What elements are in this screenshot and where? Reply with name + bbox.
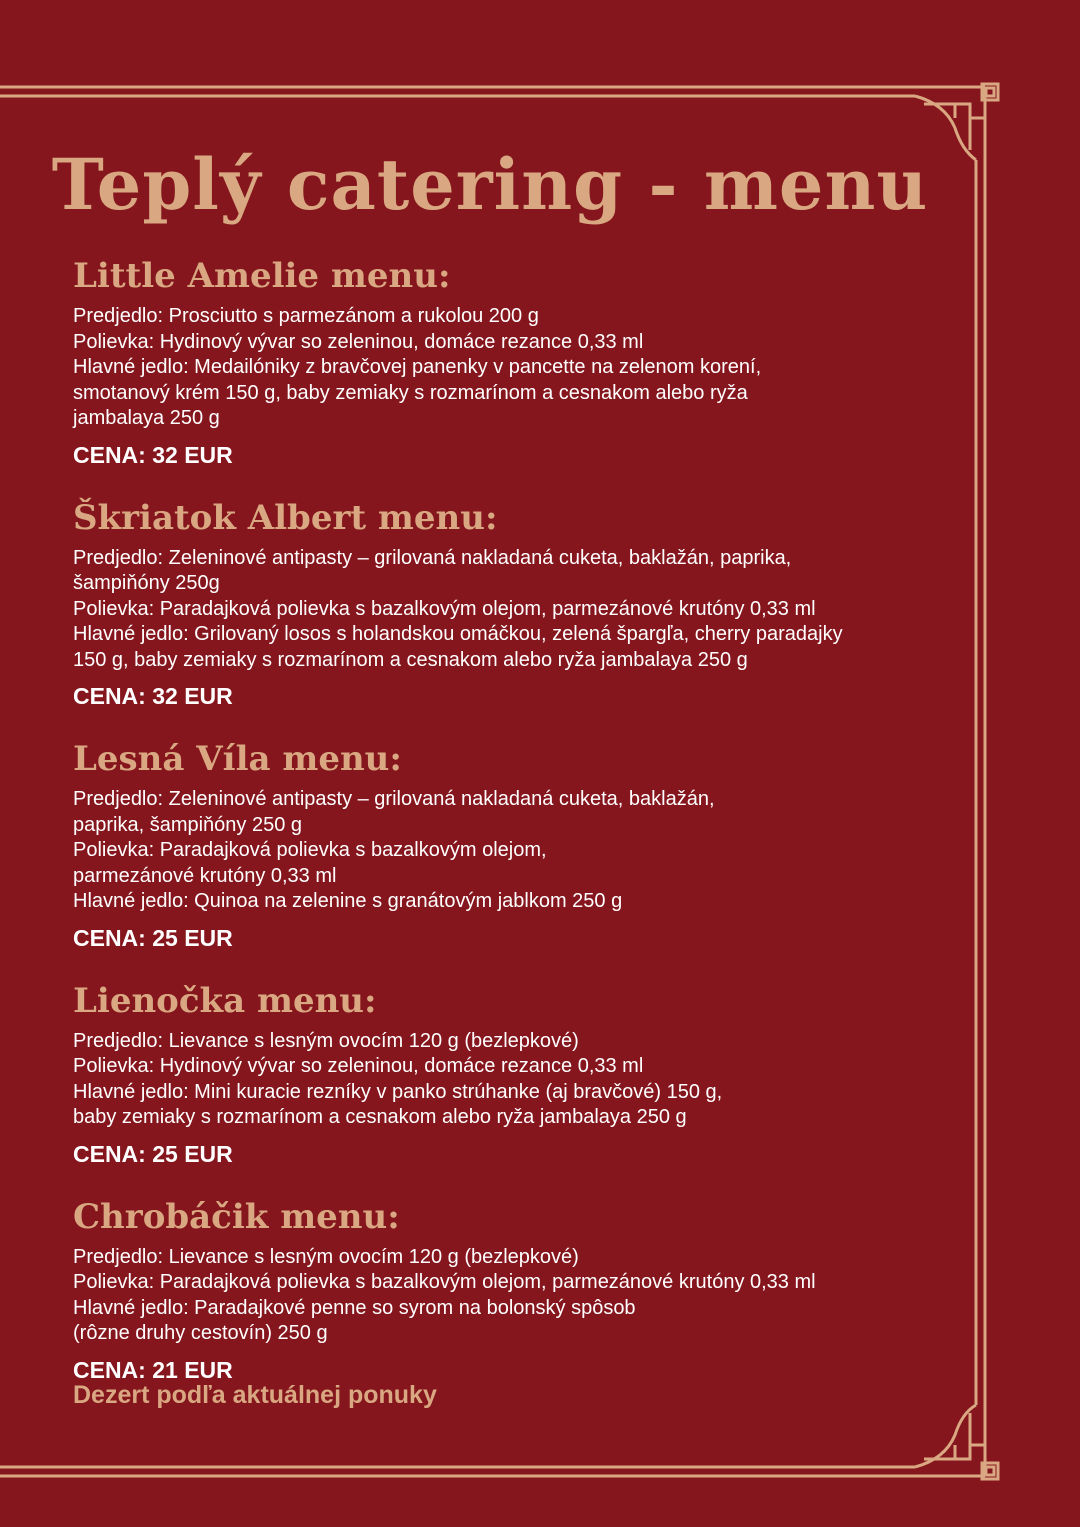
menu-name: Chrobáčik menu: xyxy=(73,1196,400,1237)
menu-section-little-amelie xyxy=(73,254,953,470)
menu-name: Lesná Víla menu: xyxy=(73,739,402,779)
menu-line: Predjedlo: Prosciutto s parmezánom a rukolou 200 g xyxy=(73,305,539,327)
menu-line: jambalaya 250 g xyxy=(73,407,220,429)
dessert-note: Dezert podľa aktuálnej ponuky xyxy=(73,1381,437,1409)
menu-line: Hlavné jedlo: Quinoa na zelenine s granátovým jablkom 250 g xyxy=(73,890,623,912)
menu-line: paprika, šampiňóny 250 g xyxy=(73,813,303,836)
menu-line: šampiňóny 250g xyxy=(73,572,220,594)
menu-price: CENA: 25 EUR xyxy=(73,924,233,951)
menu-line: parmezánové krutóny 0,33 ml xyxy=(73,864,337,887)
menu-name: Škriatok Albert menu: xyxy=(73,497,498,538)
menu-line: baby zemiaky s rozmarínom a cesnakom alebo ryža jambalaya 250 g xyxy=(73,1106,687,1128)
menu-line: Hlavné jedlo: Mini kuracie rezníky v panko strúhanke (aj bravčové) 150 g, xyxy=(73,1080,723,1103)
menu-price: CENA: 25 EUR xyxy=(73,1140,233,1167)
menu-line: (rôzne druhy cestovín) 250 g xyxy=(73,1322,328,1344)
menu-line: 150 g, baby zemiaky s rozmarínom a cesnakom alebo ryža jambalaya 250 g xyxy=(73,648,748,671)
menu-line: Predjedlo: Zeleninové antipasty – grilovaná nakladaná cuketa, baklažán, paprika, xyxy=(73,546,792,569)
menu-line: Predjedlo: Zeleninové antipasty – grilovaná nakladaná cuketa, baklažán, xyxy=(73,788,715,810)
menu-line: Hlavné jedlo: Grilovaný losos s holandskou omáčkou, zelená špargľa, cherry paradajky xyxy=(73,623,843,645)
menu-line: Polievka: Paradajková polievka s bazalkovým olejom, xyxy=(73,839,547,861)
menu-sections xyxy=(73,254,953,1411)
menu-line: Hlavné jedlo: Paradajkové penne so syrom na bolonský spôsob xyxy=(73,1296,636,1319)
menu-line: Predjedlo: Lievance s lesným ovocím 120 g (bezlepkové) xyxy=(73,1245,579,1268)
menu-section-skriatok-albert xyxy=(73,496,953,712)
menu-line: Polievka: Paradajková polievka s bazalkovým olejom, parmezánové krutóny 0,33 ml xyxy=(73,1271,816,1293)
menu-line: Hlavné jedlo: Medailóniky z bravčovej panenky v pancette na zelenom korení, xyxy=(73,356,762,378)
menu-line: Polievka: Hydinový vývar so zeleninou, domáce rezance 0,33 ml xyxy=(73,330,644,353)
menu-name: Lienočka menu: xyxy=(73,980,377,1021)
menu-price: CENA: 32 EUR xyxy=(73,441,233,468)
page-title: Teplý catering - menu xyxy=(51,143,929,226)
menu-section-lienocka xyxy=(73,979,953,1169)
menu-line: Predjedlo: Lievance s lesným ovocím 120 g (bezlepkové) xyxy=(73,1029,579,1052)
menu-line: Polievka: Hydinový vývar so zeleninou, domáce rezance 0,33 ml xyxy=(73,1055,644,1077)
menu-name: Little Amelie menu: xyxy=(73,256,451,296)
menu-price: CENA: 21 EUR xyxy=(73,1356,233,1383)
menu-line: Polievka: Paradajková polievka s bazalkovým olejom, parmezánové krutóny 0,33 ml xyxy=(73,597,816,620)
menu-section-chrobacik xyxy=(73,1195,953,1385)
menu-section-lesna-vila xyxy=(73,737,953,953)
menu-line: smotanový krém 150 g, baby zemiaky s rozmarínom a cesnakom alebo ryža xyxy=(73,381,748,404)
menu-price: CENA: 32 EUR xyxy=(73,683,233,709)
